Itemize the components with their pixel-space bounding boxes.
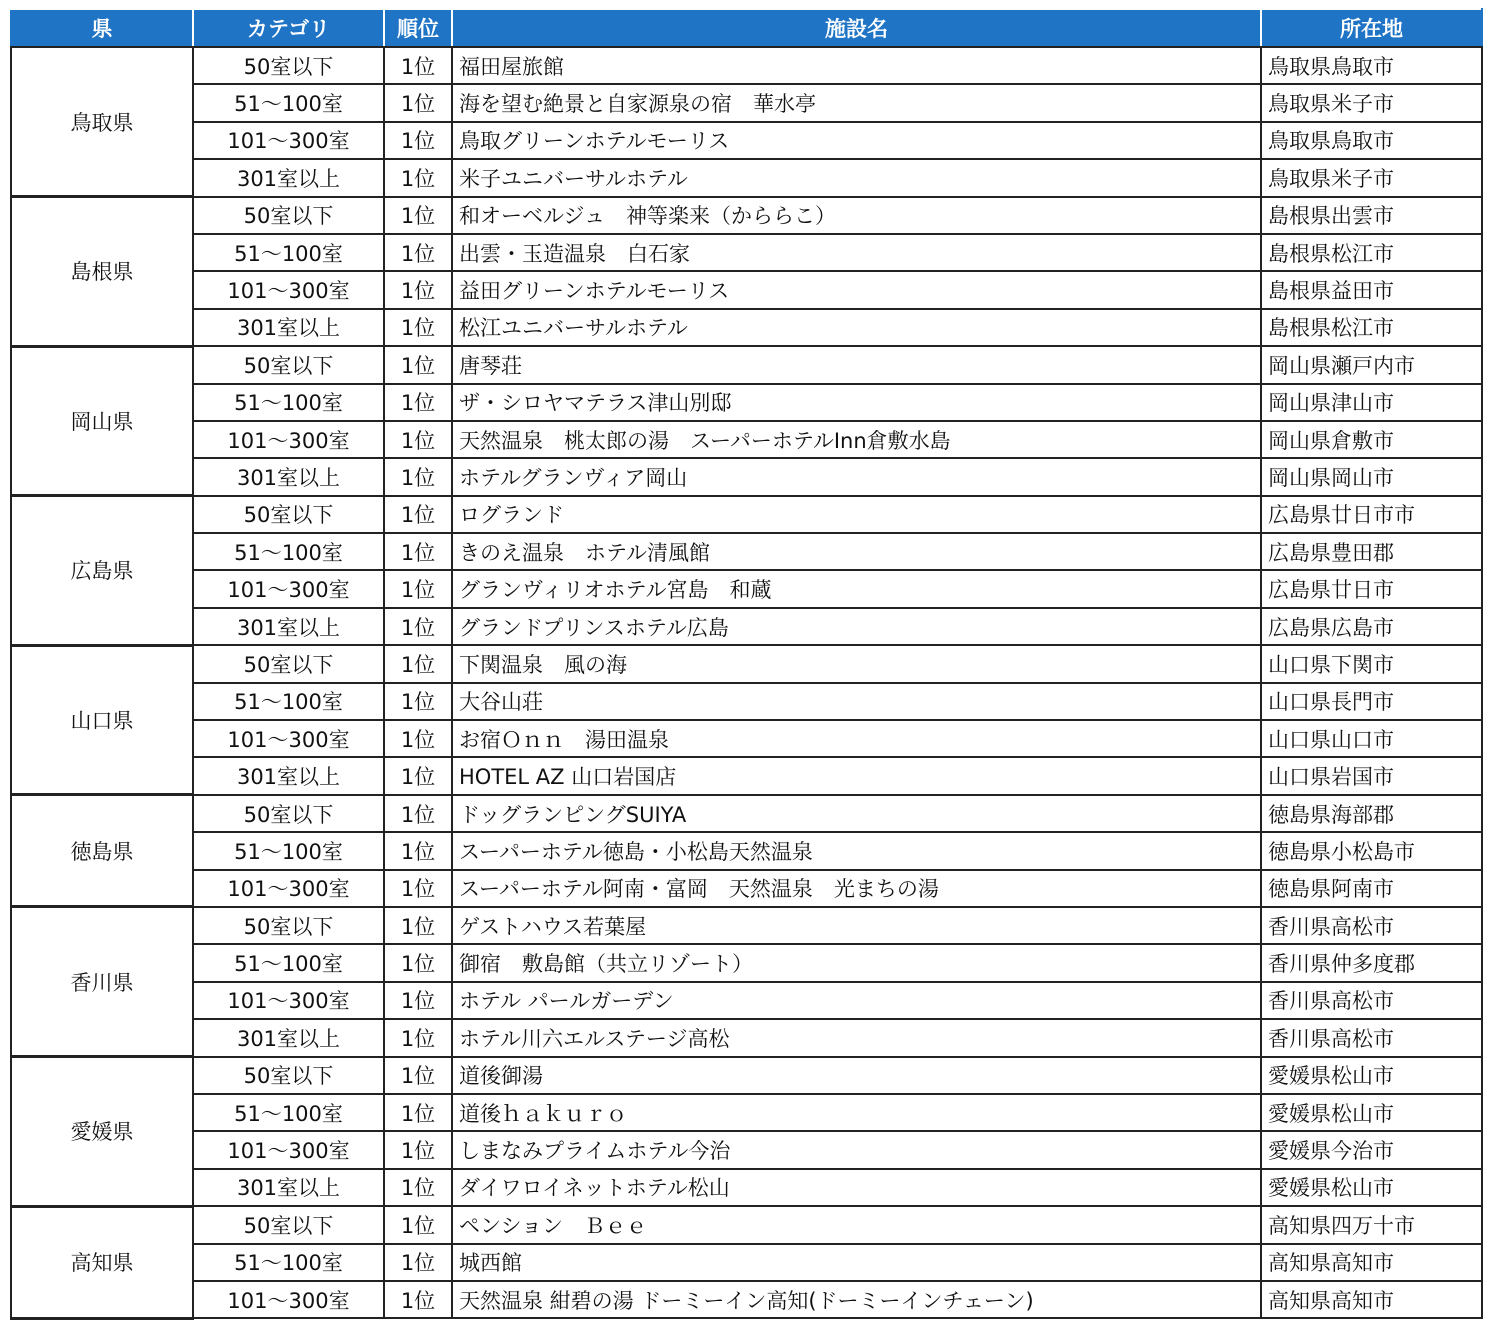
rank-cell: 1位 <box>384 458 452 495</box>
location-cell: 愛媛県松山市 <box>1261 1169 1482 1206</box>
table-row <box>11 645 1482 682</box>
facility-name-cell: ゲストハウス若葉屋 <box>452 907 1261 944</box>
location-cell: 広島県廿日市市 <box>1261 496 1482 533</box>
table-row <box>11 832 1482 869</box>
rank-cell: 1位 <box>384 1094 452 1131</box>
rank-cell: 1位 <box>384 683 452 720</box>
category-cell: 51～100室 <box>193 384 384 421</box>
category-cell: 301室以上 <box>193 1169 384 1206</box>
rank-cell: 1位 <box>384 1281 452 1318</box>
location-cell: 山口県長門市 <box>1261 683 1482 720</box>
category-cell: 301室以上 <box>193 458 384 495</box>
facility-name-cell: ペンション Ｂｅｅ <box>452 1206 1261 1243</box>
prefecture-cell: 香川県 <box>11 907 193 1057</box>
table-row <box>11 1019 1482 1056</box>
facility-name-cell: お宿Ｏｎｎ 湯田温泉 <box>452 720 1261 757</box>
rank-cell: 1位 <box>384 1131 452 1168</box>
category-cell: 301室以上 <box>193 1019 384 1056</box>
category-cell: 51～100室 <box>193 944 384 981</box>
table-body <box>11 47 1482 1318</box>
facility-name-cell: 鳥取グリーンホテルモーリス <box>452 122 1261 159</box>
facility-name-cell: 大谷山荘 <box>452 683 1261 720</box>
location-cell: 香川県高松市 <box>1261 907 1482 944</box>
table-row <box>11 1169 1482 1206</box>
location-cell: 島根県松江市 <box>1261 234 1482 271</box>
category-cell: 50室以下 <box>193 907 384 944</box>
location-cell: 高知県四万十市 <box>1261 1206 1482 1243</box>
header-location: 所在地 <box>1261 9 1482 47</box>
header-pref: 県 <box>11 9 193 47</box>
location-cell: 広島県廿日市 <box>1261 570 1482 607</box>
facility-name-cell: 米子ユニバーサルホテル <box>452 159 1261 196</box>
location-cell: 広島県広島市 <box>1261 608 1482 645</box>
category-cell: 301室以上 <box>193 608 384 645</box>
location-cell: 鳥取県米子市 <box>1261 84 1482 121</box>
location-cell: 香川県高松市 <box>1261 982 1482 1019</box>
facility-name-cell: きのえ温泉 ホテル清風館 <box>452 533 1261 570</box>
location-cell: 香川県仲多度郡 <box>1261 944 1482 981</box>
prefecture-cell: 愛媛県 <box>11 1057 193 1207</box>
table-row <box>11 197 1482 234</box>
table-row <box>11 533 1482 570</box>
table-row <box>11 84 1482 121</box>
rank-cell: 1位 <box>384 496 452 533</box>
category-cell: 301室以上 <box>193 757 384 794</box>
facility-name-cell: 松江ユニバーサルホテル <box>452 309 1261 346</box>
header-category: カテゴリ <box>193 9 384 47</box>
rank-cell: 1位 <box>384 1244 452 1281</box>
facility-name-cell: 和オーベルジュ 神等楽来（かららこ） <box>452 197 1261 234</box>
facility-name-cell: ドッグランピングSUIYA <box>452 795 1261 832</box>
facility-name-cell: 城西館 <box>452 1244 1261 1281</box>
table-row <box>11 1094 1482 1131</box>
header-facility: 施設名 <box>452 9 1261 47</box>
category-cell: 301室以上 <box>193 159 384 196</box>
table-row <box>11 234 1482 271</box>
location-cell: 愛媛県今治市 <box>1261 1131 1482 1168</box>
table-row <box>11 608 1482 645</box>
rank-cell: 1位 <box>384 271 452 308</box>
table-row <box>11 757 1482 794</box>
table-row <box>11 159 1482 196</box>
facility-name-cell: 道後御湯 <box>452 1057 1261 1094</box>
facility-name-cell: ホテル川六エルステージ高松 <box>452 1019 1261 1056</box>
table-row <box>11 795 1482 832</box>
rank-cell: 1位 <box>384 1169 452 1206</box>
location-cell: 鳥取県鳥取市 <box>1261 122 1482 159</box>
location-cell: 山口県山口市 <box>1261 720 1482 757</box>
category-cell: 50室以下 <box>193 496 384 533</box>
category-cell: 50室以下 <box>193 645 384 682</box>
location-cell: 島根県益田市 <box>1261 271 1482 308</box>
location-cell: 岡山県津山市 <box>1261 384 1482 421</box>
table-row <box>11 1206 1482 1243</box>
facility-name-cell: 道後ｈａｋｕｒｏ <box>452 1094 1261 1131</box>
header-rank: 順位 <box>384 9 452 47</box>
prefecture-cell: 島根県 <box>11 197 193 347</box>
category-cell: 50室以下 <box>193 197 384 234</box>
prefecture-cell: 山口県 <box>11 645 193 795</box>
facility-name-cell: ログランド <box>452 496 1261 533</box>
location-cell: 山口県下関市 <box>1261 645 1482 682</box>
facility-name-cell: ホテルグランヴィア岡山 <box>452 458 1261 495</box>
location-cell: 山口県岩国市 <box>1261 757 1482 794</box>
table-row <box>11 1131 1482 1168</box>
category-cell: 51～100室 <box>193 1094 384 1131</box>
rank-cell: 1位 <box>384 1019 452 1056</box>
location-cell: 愛媛県松山市 <box>1261 1094 1482 1131</box>
location-cell: 島根県松江市 <box>1261 309 1482 346</box>
category-cell: 51～100室 <box>193 533 384 570</box>
table-row <box>11 309 1482 346</box>
location-cell: 岡山県倉敷市 <box>1261 421 1482 458</box>
table-row <box>11 47 1482 84</box>
rank-cell: 1位 <box>384 309 452 346</box>
facility-name-cell: 唐琴荘 <box>452 346 1261 383</box>
category-cell: 50室以下 <box>193 795 384 832</box>
facility-name-cell: ホテル パールガーデン <box>452 982 1261 1019</box>
facility-name-cell: 下関温泉 風の海 <box>452 645 1261 682</box>
location-cell: 徳島県小松島市 <box>1261 832 1482 869</box>
rank-cell: 1位 <box>384 608 452 645</box>
rank-cell: 1位 <box>384 757 452 794</box>
table-row <box>11 720 1482 757</box>
rank-cell: 1位 <box>384 197 452 234</box>
rank-cell: 1位 <box>384 645 452 682</box>
rank-cell: 1位 <box>384 944 452 981</box>
table-row <box>11 421 1482 458</box>
category-cell: 301室以上 <box>193 309 384 346</box>
category-cell: 50室以下 <box>193 47 384 84</box>
facility-name-cell: 海を望む絶景と自家源泉の宿 華水亭 <box>452 84 1261 121</box>
table-row <box>11 496 1482 533</box>
rank-cell: 1位 <box>384 346 452 383</box>
rank-cell: 1位 <box>384 1057 452 1094</box>
location-cell: 広島県豊田郡 <box>1261 533 1482 570</box>
facility-name-cell: グランドプリンスホテル広島 <box>452 608 1261 645</box>
rank-cell: 1位 <box>384 795 452 832</box>
category-cell: 101～300室 <box>193 570 384 607</box>
category-cell: 51～100室 <box>193 832 384 869</box>
table-row <box>11 384 1482 421</box>
facility-name-cell: スーパーホテル徳島・小松島天然温泉 <box>452 832 1261 869</box>
rank-cell: 1位 <box>384 832 452 869</box>
table-row <box>11 982 1482 1019</box>
category-cell: 51～100室 <box>193 234 384 271</box>
facility-name-cell: 福田屋旅館 <box>452 47 1261 84</box>
facility-name-cell: グランヴィリオホテル宮島 和蔵 <box>452 570 1261 607</box>
table-row <box>11 944 1482 981</box>
table-header <box>11 9 1482 47</box>
location-cell: 岡山県瀬戸内市 <box>1261 346 1482 383</box>
rank-cell: 1位 <box>384 907 452 944</box>
table-row <box>11 1057 1482 1094</box>
location-cell: 岡山県岡山市 <box>1261 458 1482 495</box>
category-cell: 101～300室 <box>193 122 384 159</box>
prefecture-cell: 高知県 <box>11 1206 193 1318</box>
category-cell: 101～300室 <box>193 271 384 308</box>
prefecture-cell: 徳島県 <box>11 795 193 907</box>
category-cell: 101～300室 <box>193 720 384 757</box>
rank-cell: 1位 <box>384 384 452 421</box>
facility-name-cell: ザ・シロヤマテラス津山別邸 <box>452 384 1261 421</box>
category-cell: 101～300室 <box>193 870 384 907</box>
rank-cell: 1位 <box>384 870 452 907</box>
rank-cell: 1位 <box>384 47 452 84</box>
table-row <box>11 870 1482 907</box>
category-cell: 101～300室 <box>193 421 384 458</box>
table-row <box>11 907 1482 944</box>
table-row <box>11 346 1482 383</box>
table-row <box>11 122 1482 159</box>
location-cell: 香川県高松市 <box>1261 1019 1482 1056</box>
facility-name-cell: ダイワロイネットホテル松山 <box>452 1169 1261 1206</box>
facility-name-cell: 出雲・玉造温泉 白石家 <box>452 234 1261 271</box>
rank-cell: 1位 <box>384 122 452 159</box>
rank-cell: 1位 <box>384 234 452 271</box>
category-cell: 51～100室 <box>193 683 384 720</box>
rank-cell: 1位 <box>384 720 452 757</box>
rank-cell: 1位 <box>384 1206 452 1243</box>
prefecture-cell: 岡山県 <box>11 346 193 496</box>
location-cell: 鳥取県鳥取市 <box>1261 47 1482 84</box>
location-cell: 徳島県海部郡 <box>1261 795 1482 832</box>
category-cell: 51～100室 <box>193 1244 384 1281</box>
category-cell: 50室以下 <box>193 1057 384 1094</box>
location-cell: 鳥取県米子市 <box>1261 159 1482 196</box>
facility-name-cell: スーパーホテル阿南・富岡 天然温泉 光まちの湯 <box>452 870 1261 907</box>
location-cell: 高知県高知市 <box>1261 1281 1482 1318</box>
prefecture-cell: 鳥取県 <box>11 47 193 197</box>
category-cell: 101～300室 <box>193 1131 384 1168</box>
table-row <box>11 570 1482 607</box>
category-cell: 50室以下 <box>193 1206 384 1243</box>
rank-cell: 1位 <box>384 421 452 458</box>
category-cell: 51～100室 <box>193 84 384 121</box>
rank-cell: 1位 <box>384 159 452 196</box>
category-cell: 101～300室 <box>193 1281 384 1318</box>
facility-name-cell: HOTEL AZ 山口岩国店 <box>452 757 1261 794</box>
location-cell: 島根県出雲市 <box>1261 197 1482 234</box>
rank-cell: 1位 <box>384 533 452 570</box>
ranking-table <box>10 8 1483 1320</box>
facility-name-cell: 天然温泉 紺碧の湯 ドーミーイン高知(ドーミーインチェーン) <box>452 1281 1261 1318</box>
facility-name-cell: しまなみプライムホテル今治 <box>452 1131 1261 1168</box>
rank-cell: 1位 <box>384 982 452 1019</box>
location-cell: 愛媛県松山市 <box>1261 1057 1482 1094</box>
rank-cell: 1位 <box>384 84 452 121</box>
prefecture-cell: 広島県 <box>11 496 193 646</box>
rank-cell: 1位 <box>384 570 452 607</box>
facility-name-cell: 益田グリーンホテルモーリス <box>452 271 1261 308</box>
location-cell: 高知県高知市 <box>1261 1244 1482 1281</box>
location-cell: 徳島県阿南市 <box>1261 870 1482 907</box>
table-row <box>11 683 1482 720</box>
header-row <box>11 9 1482 47</box>
category-cell: 101～300室 <box>193 982 384 1019</box>
table-row <box>11 271 1482 308</box>
facility-name-cell: 天然温泉 桃太郎の湯 スーパーホテルInn倉敷水島 <box>452 421 1261 458</box>
table-row <box>11 1281 1482 1318</box>
table-row <box>11 1244 1482 1281</box>
category-cell: 50室以下 <box>193 346 384 383</box>
facility-name-cell: 御宿 敷島館（共立リゾート） <box>452 944 1261 981</box>
table-row <box>11 458 1482 495</box>
